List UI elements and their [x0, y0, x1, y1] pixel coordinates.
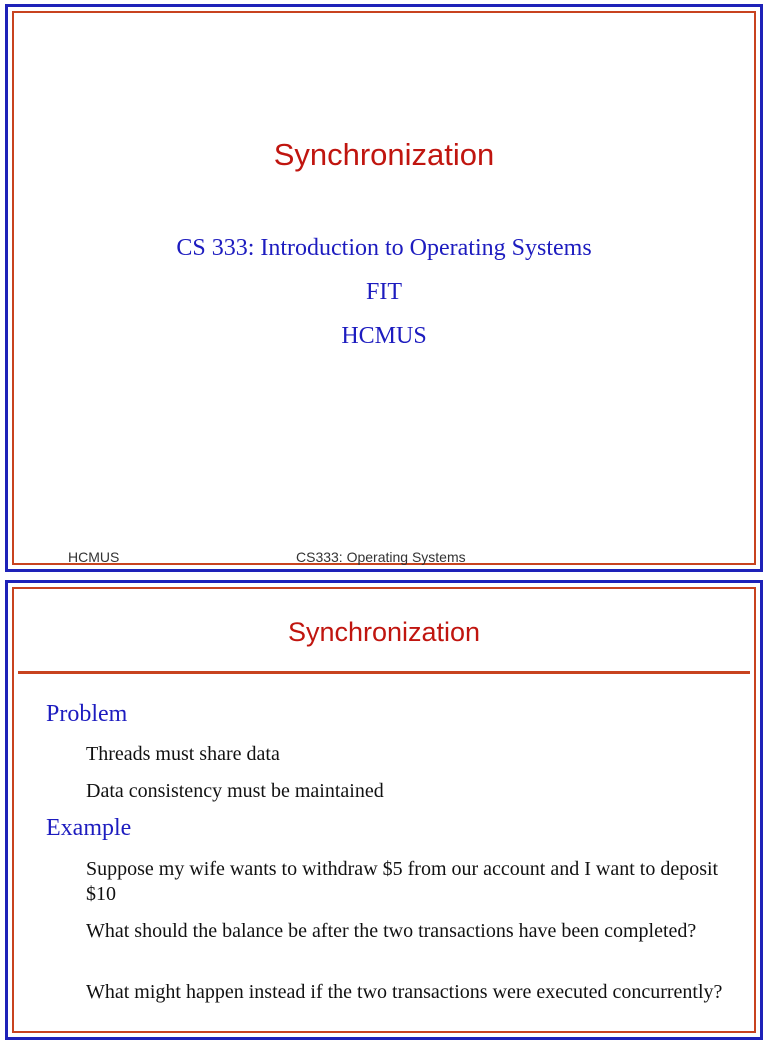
school: HCMUS [341, 323, 427, 349]
slide-title: Synchronization [273, 137, 495, 172]
title-divider [18, 671, 750, 674]
list-item: Data consistency must be maintained [86, 780, 384, 802]
slide-frame [12, 587, 756, 1033]
list-item: Suppose my wife wants to withdraw $5 from our account and I want to deposit $10 [86, 858, 719, 905]
section-heading-example: Example [46, 815, 132, 841]
department: FIT [366, 279, 402, 305]
course-title: CS 333: Introduction to Operating Systems [176, 235, 592, 261]
footer-left: HCMUS [68, 549, 120, 565]
list-item: What might happen instead if the two transactions were executed concurrently? [86, 981, 723, 1003]
content-slide [5, 580, 763, 1040]
title-slide [5, 4, 763, 572]
slide-title: Synchronization [287, 617, 481, 647]
list-item: What should the balance be after the two transactions have been completed? [86, 920, 697, 942]
footer-center: CS333: Operating Systems [296, 549, 466, 565]
section-heading-problem: Problem [46, 701, 128, 727]
list-item: Threads must share data [86, 743, 280, 765]
slide-frame [12, 11, 756, 565]
